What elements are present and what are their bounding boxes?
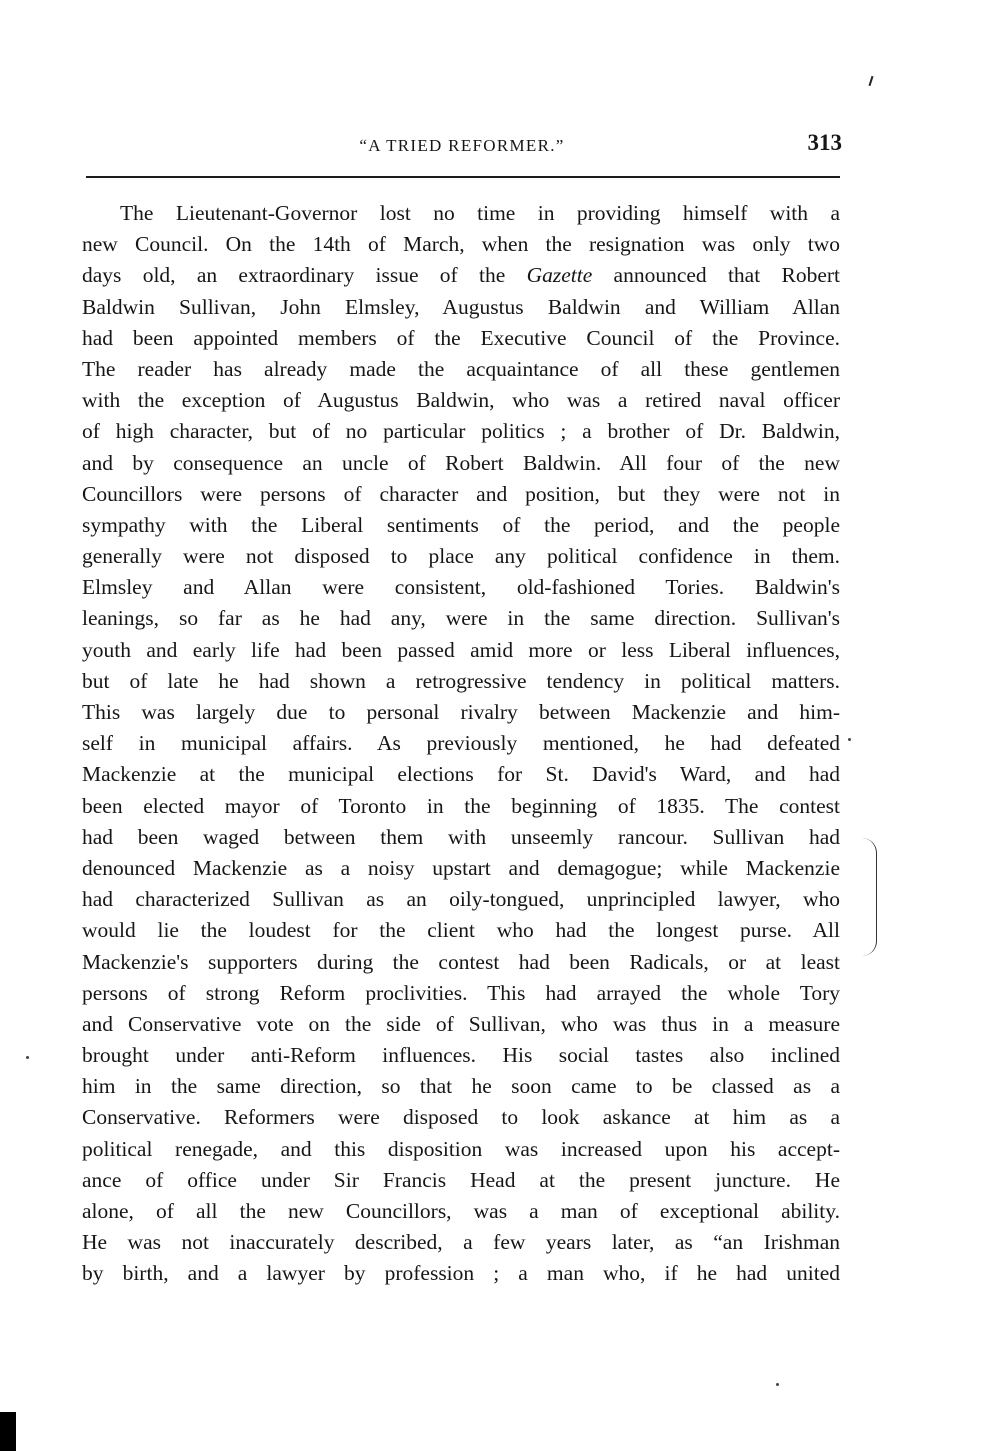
header-rule <box>86 176 840 178</box>
text-line: persons of strong Reform proclivities. This had arrayed the whole Tory <box>82 980 840 1005</box>
text-line: The Lieutenant-Governor lost no time in providing himself with a <box>120 201 840 225</box>
text-line: and by consequence an uncle of Robert Baldwin. All four of the new <box>82 450 840 475</box>
text-line: had been waged between them with unseemly rancour. Sullivan had <box>82 824 840 849</box>
page-header <box>82 128 842 168</box>
margin-dot <box>26 1056 29 1059</box>
page-number: 313 <box>807 130 842 155</box>
text-line-with-italic <box>82 260 840 291</box>
text-line: self in municipal affairs. As previously mentioned, he had defeated <box>82 731 840 756</box>
text-line: The reader has already made the acquaintance of all these gentlemen <box>82 356 840 381</box>
running-title: “A TRIED REFORMER.” <box>359 136 565 155</box>
margin-tick-mark <box>869 76 874 86</box>
text-line: generally were not disposed to place any political confidence in them. <box>82 544 840 569</box>
text-line: political renegade, and this disposition was increased upon his accept- <box>82 1136 840 1161</box>
text-line: had characterized Sullivan as an oily-tongued, unprincipled lawyer, who <box>82 887 840 912</box>
text-line: Mackenzie's supporters during the contest had been Radicals, or at least <box>82 949 840 974</box>
text-line: He was not inaccurately described, a few years later, as “an Irishman <box>82 1230 840 1255</box>
text-line: would lie the loudest for the client who had the longest purse. All <box>82 918 840 943</box>
text-line: denounced Mackenzie as a noisy upstart and demagogue; while Mackenzie <box>82 855 840 880</box>
margin-dot <box>776 1383 779 1386</box>
body-text <box>82 198 840 1290</box>
text-line: Baldwin Sullivan, John Elmsley, Augustus Baldwin and William Allan <box>82 294 840 319</box>
text-line: ance of office under Sir Francis Head at the present juncture. He <box>82 1167 840 1192</box>
text-line: and Conservative vote on the side of Sullivan, who was thus in a measure <box>82 1011 840 1036</box>
text-line: sympathy with the Liberal sentiments of the period, and the people <box>82 512 840 537</box>
text-line: had been appointed members of the Executive Council of the Province. <box>82 325 840 350</box>
text-line: new Council. On the 14th of March, when the resignation was only two <box>82 232 840 257</box>
text-segment: announced that Robert <box>592 263 841 288</box>
text-line: alone, of all the new Councillors, was a man of exceptional ability. <box>82 1199 840 1223</box>
text-line: been elected mayor of Toronto in the beginning of 1835. The contest <box>82 793 840 818</box>
text-line: him in the same direction, so that he soon came to be classed as a <box>82 1074 840 1099</box>
margin-bracket-mark <box>862 838 877 956</box>
text-line: Councillors were persons of character and position, but they were not in <box>82 481 840 506</box>
text-line: with the exception of Augustus Baldwin, who was a retired naval officer <box>82 388 840 413</box>
text-line: Conservative. Reformers were disposed to look askance at him as a <box>82 1105 840 1130</box>
gazette-italic: Gazette <box>526 263 593 288</box>
text-line: brought under anti-Reform influences. His social tastes also inclined <box>82 1043 840 1068</box>
text-line: This was largely due to personal rivalry between Mackenzie and him- <box>82 700 840 724</box>
text-line: leanings, so far as he had any, were in the same direction. Sullivan's <box>82 606 840 631</box>
text-line: by birth, and a lawyer by profession ; a man who, if he had united <box>82 1261 840 1286</box>
text-line: of high character, but of no particular politics ; a brother of Dr. Baldwin, <box>82 419 840 444</box>
text-line: youth and early life had been passed amid more or less Liberal influences, <box>82 637 840 662</box>
text-line: but of late he had shown a retrogressive tendency in political matters. <box>82 668 840 693</box>
text-segment: days old, an extraordinary issue of the <box>82 263 527 288</box>
text-line: Mackenzie at the municipal elections for St. David's Ward, and had <box>82 762 840 787</box>
scan-edge-block <box>0 1412 16 1451</box>
margin-dot <box>848 738 851 741</box>
text-line: Elmsley and Allan were consistent, old-fashioned Tories. Baldwin's <box>82 575 840 600</box>
